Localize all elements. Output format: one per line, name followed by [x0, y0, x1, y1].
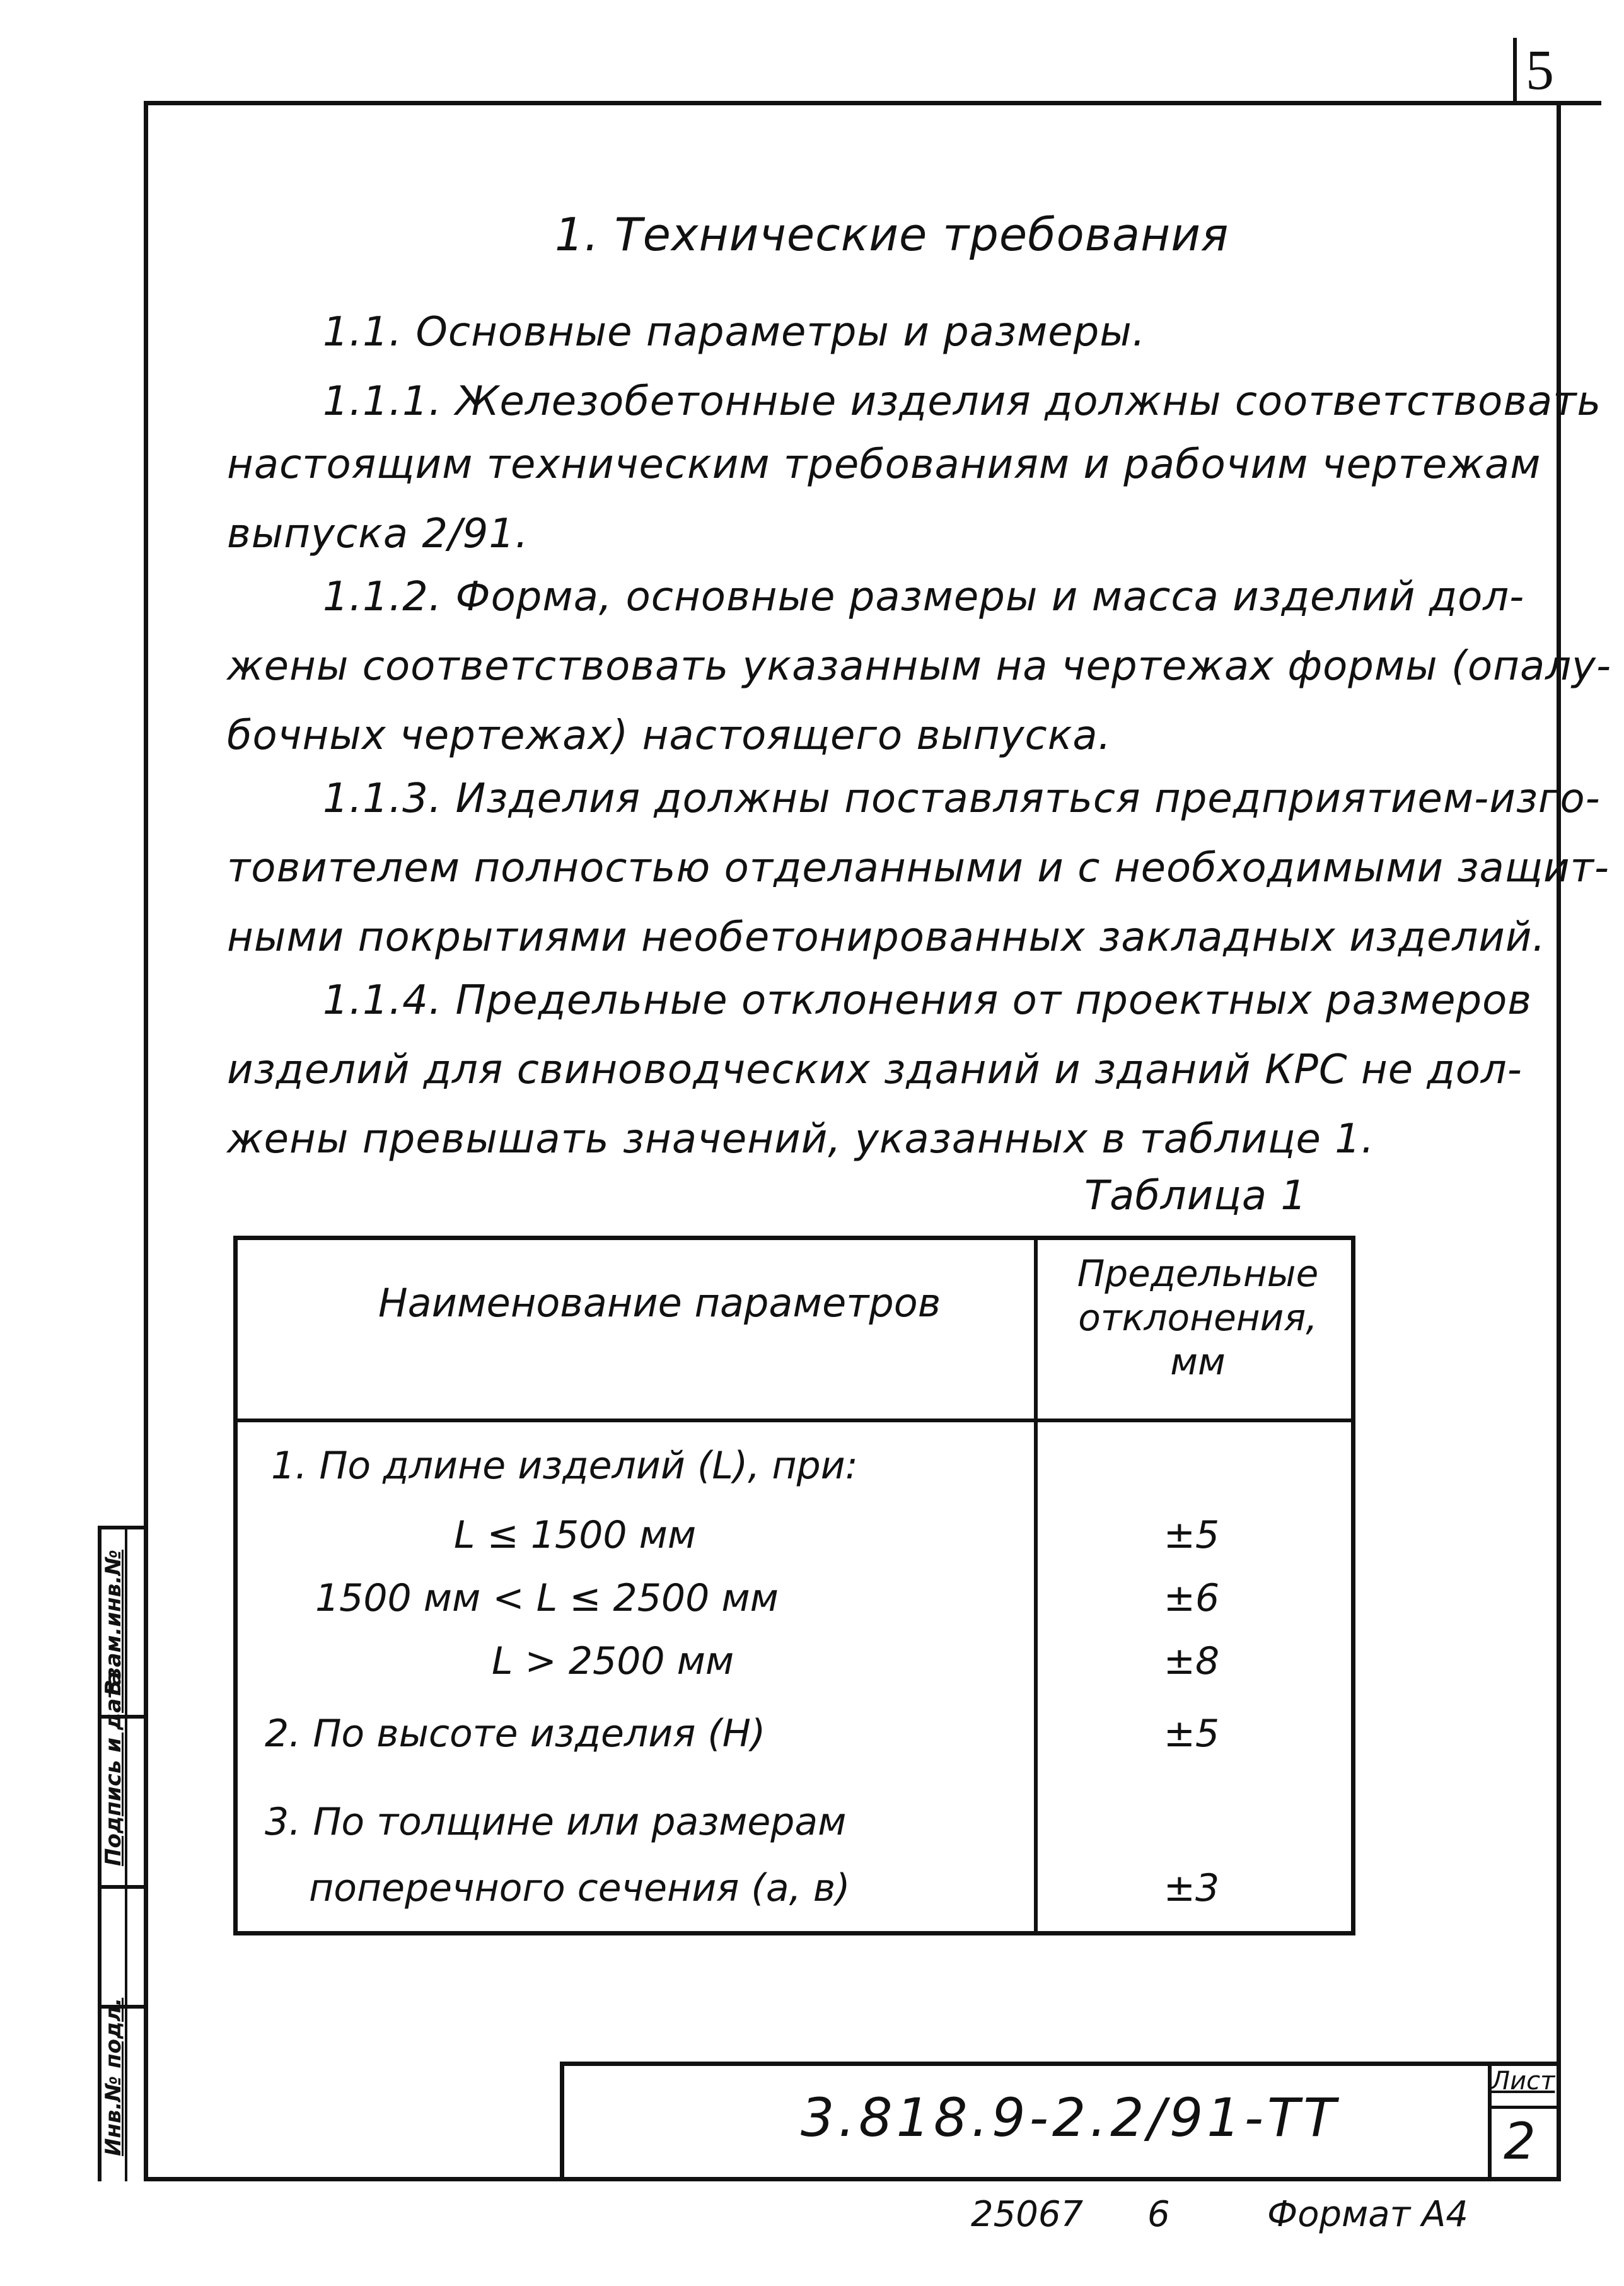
table-header-parameters: Наименование параметров	[378, 1280, 941, 1326]
paragraph-line: товителем полностью отделанными и с необходимыми защит-	[227, 845, 1610, 891]
paragraph-line: жены превышать значений, указанных в таблице 1.	[227, 1116, 1375, 1163]
paragraph-line: изделий для свиноводческих зданий и зданий КРС не дол-	[227, 1047, 1522, 1093]
paragraph-line: жены соответствовать указанным на чертежах формы (опалу-	[227, 643, 1612, 690]
subsection-heading: 1.1. Основные параметры и размеры.	[323, 309, 1146, 356]
stamp-vzam-inv: Взам.инв.№	[101, 1550, 126, 1696]
section-title: 1. Технические требования	[555, 208, 1229, 261]
paragraph-line: 1.1.2. Форма, основные размеры и масса изделий дол-	[323, 574, 1525, 620]
table-row-label: L > 2500 мм	[492, 1639, 734, 1683]
paragraph-line: настоящим техническим требованиям и рабочим чертежам	[227, 441, 1541, 488]
table-row-label: 3. По толщине или размерам	[265, 1800, 847, 1844]
table-value: ±3	[1163, 1866, 1220, 1910]
paragraph-line: ными покрытиями необетонированных закладных изделий.	[227, 914, 1546, 961]
table-row-label: поперечного сечения (a, в)	[309, 1866, 850, 1910]
sheet-number: 2	[1504, 2112, 1536, 2171]
table-row-label: L ≤ 1500 мм	[454, 1513, 697, 1557]
stamp-podpis-data: Подпись и дата	[101, 1671, 126, 1866]
page-number-separator	[1513, 38, 1517, 105]
footer-page: 6	[1147, 2194, 1170, 2235]
footer-inventory-number: 25067	[971, 2194, 1084, 2235]
table-row-label: 2. По высоте изделия (H)	[265, 1712, 766, 1756]
footer-format: Формат А4	[1267, 2194, 1468, 2235]
sheet-label: Лист	[1491, 2067, 1555, 2096]
paragraph-line: 1.1.4. Предельные отклонения от проектных размеров	[323, 977, 1532, 1024]
table-caption: Таблица 1	[1084, 1173, 1308, 1219]
table-value: ±5	[1163, 1513, 1220, 1557]
table-header-divider	[233, 1419, 1355, 1422]
paragraph-line: 1.1.1. Железобетонные изделия должны соответствовать	[323, 378, 1602, 425]
table-row-label: 1500 мм < L ≤ 2500 мм	[315, 1576, 779, 1620]
table-value: ±5	[1163, 1712, 1220, 1756]
paragraph-line: 1.1.3. Изделия должны поставляться предприятием-изго-	[323, 775, 1601, 822]
paragraph-line: бочных чертежах) настоящего выпуска.	[227, 712, 1111, 759]
stamp-inv-podl: Инв.№ подл.	[101, 1997, 126, 2156]
document-code: 3.818.9-2.2/91-ТТ	[801, 2087, 1340, 2149]
table-header-deviations: Предельные отклонения, мм	[1077, 1252, 1319, 1383]
table-value: ±8	[1163, 1639, 1220, 1683]
paragraph-line: выпуска 2/91.	[227, 511, 529, 557]
stamp-strip-separator	[98, 1885, 144, 1889]
table-value: ±6	[1163, 1576, 1220, 1620]
title-block-sheet-divider	[1488, 2106, 1561, 2109]
page-number: 5	[1526, 39, 1554, 102]
table-row-label: 1. По длине изделий (L), при:	[271, 1444, 858, 1488]
